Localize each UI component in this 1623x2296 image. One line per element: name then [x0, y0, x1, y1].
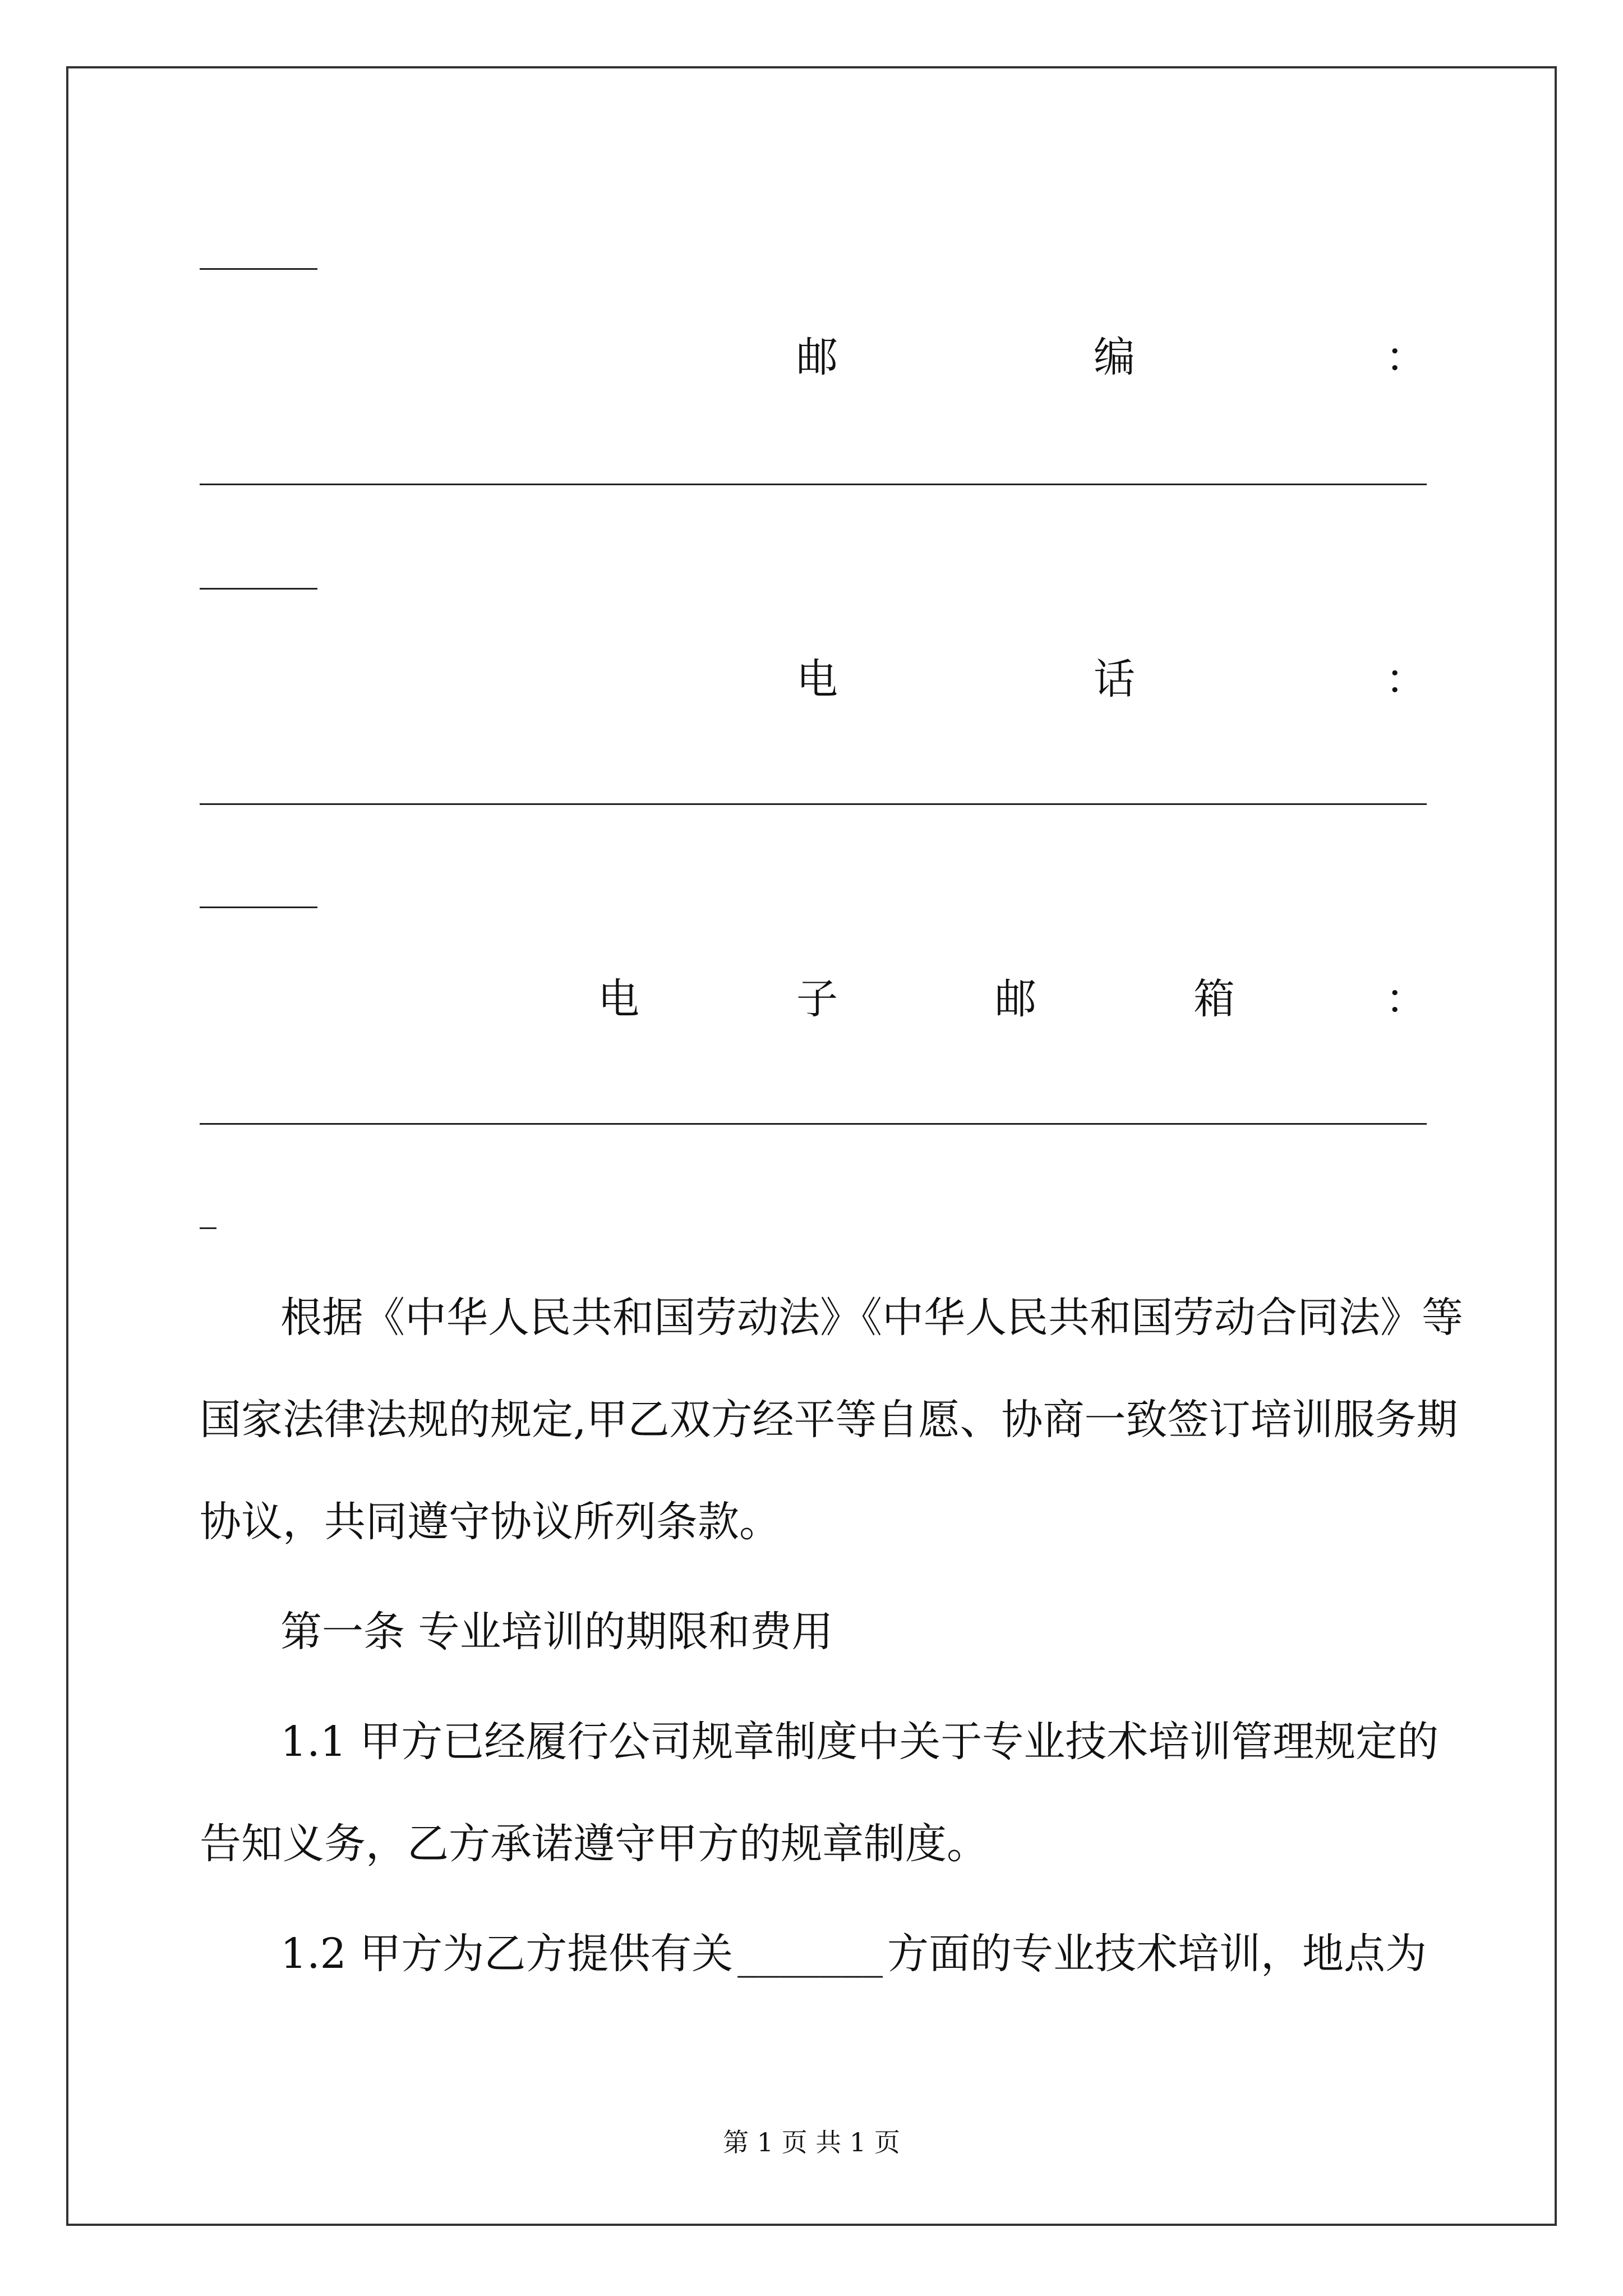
field-label-char: 电: [598, 975, 639, 1023]
clause-1-2-text-before: 1.2 甲方为乙方提供有关: [280, 1930, 734, 1978]
field-label-char: 箱: [1193, 975, 1235, 1023]
clause-1-1-line-1: 1.1 甲方已经履行公司规章制度中关于专业技术培训管理规定的: [280, 1718, 1439, 1766]
article-heading: 第一条 专业培训的期限和费用: [280, 1608, 833, 1656]
field-label-char: 话: [1094, 655, 1135, 703]
blank-line-full: [200, 803, 1427, 805]
clause-1-2-text-after: 方面的专业技术培训，地点为: [887, 1930, 1427, 1978]
intro-line-3: 协议，共同遵守协议所列条款。: [200, 1498, 781, 1546]
field-label-char: 电: [796, 655, 838, 703]
field-label-char: 子: [796, 975, 838, 1023]
intro-line-1: 根据《中华人民共和国劳动法》《中华人民共和国劳动合同法》等: [280, 1294, 1463, 1342]
blank-line-short: [200, 907, 317, 908]
field-label-colon: ：: [1385, 333, 1427, 381]
field-label-char: 编: [1094, 333, 1135, 381]
page-footer: 第 1 页 共 1 页: [723, 2127, 900, 2157]
clause-1-2-line-1: [280, 1930, 1427, 1978]
clause-1-1-line-2: 告知义务，乙方承诺遵守甲方的规章制度。: [200, 1820, 988, 1868]
field-label-colon: ：: [1385, 655, 1427, 703]
blank-line-short: [200, 588, 317, 590]
field-label-char: 邮: [995, 975, 1036, 1023]
field-label-colon: ：: [1385, 975, 1427, 1023]
intro-line-2: 国家法律法规的规定,甲乙双方经平等自愿、协商一致签订培训服务期: [200, 1396, 1458, 1444]
blank-line-full: [200, 1123, 1427, 1125]
field-label-char: 邮: [796, 333, 838, 381]
blank-line-tail: [200, 1227, 216, 1229]
page-border: [66, 66, 1557, 2226]
clause-1-2-blank: _______: [737, 1930, 883, 1978]
blank-line-full: [200, 484, 1427, 485]
blank-line-short: [200, 268, 317, 270]
